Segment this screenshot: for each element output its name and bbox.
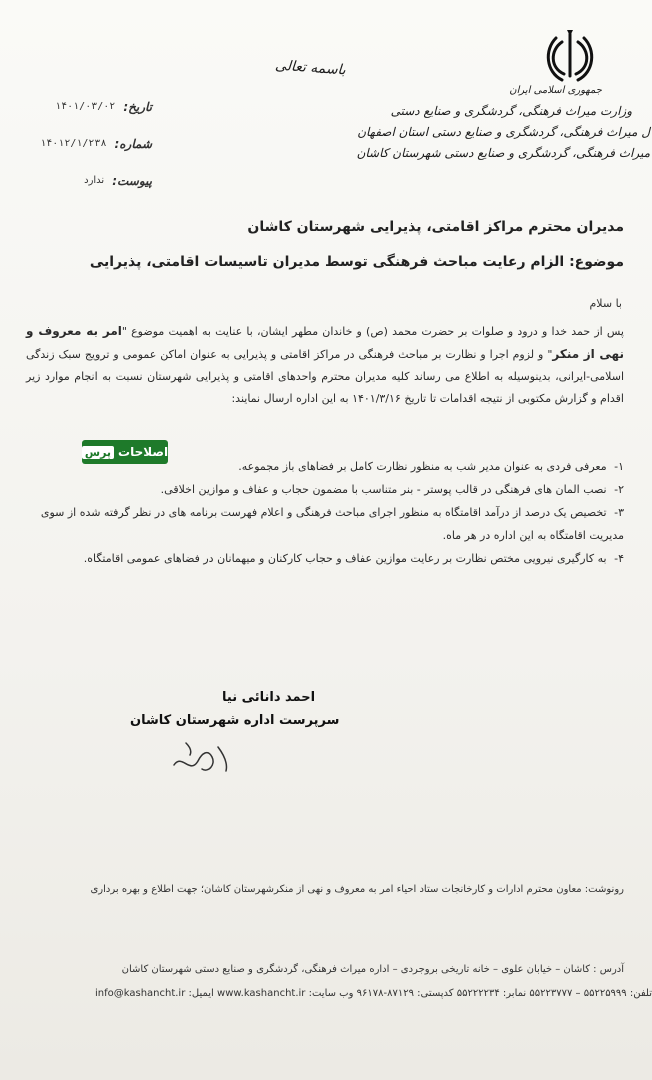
website-link[interactable]: www.kashancht.ir <box>217 988 306 999</box>
attachment-value: ندارد <box>84 175 105 186</box>
fax: نمابر: ۵۵۲۲۲۲۳۴ <box>456 988 527 999</box>
greeting: با سلام <box>589 297 622 310</box>
phone-numbers: ۵۵۲۲۵۹۹۹ – ۵۵۲۲۳۷۷۷ <box>529 988 627 999</box>
item-number: ۴- <box>614 552 624 565</box>
item-text: معرفی فردی به عنوان مدیر شب به منظور نظارت کامل بر فضاهای باز مجموعه. <box>238 460 607 473</box>
contact-line <box>0 984 652 1004</box>
recipient: مدیران محترم مراکز اقامتی، پذیرایی شهرستان کاشان <box>247 219 624 235</box>
item-text: به کارگیری نیرویی مختص نظارت بر رعایت موازین عفاف و حجاب کارکنان و میهمانان در فضاهای عمومی اقامتگاه. <box>83 552 607 565</box>
attachment-label: پیوست: <box>112 173 152 188</box>
list-item <box>26 455 624 478</box>
number-label: شماره: <box>114 136 152 151</box>
letter-meta <box>22 88 152 199</box>
number-row <box>22 125 152 162</box>
subject: موضوع: الزام رعایت مباحث فرهنگی توسط مدیران تاسیسات اقامتی، پذیرایی <box>89 254 624 270</box>
date-value: ۱۴۰۱/۰۳/۰۲ <box>55 101 116 112</box>
address-line: آدرس : کاشان – خیابان علوی – خانه تاریخی بروجردی – اداره میراث فرهنگی، گردشگری و صنایع دستی شهرستان کاشان <box>121 964 624 975</box>
signatory-name: احمد دانائی نیا <box>222 690 316 705</box>
number-value: ۱۴۰۱۲/۱/۲۳۸ <box>40 138 107 149</box>
bismillah: باسمه تعالی <box>274 57 347 79</box>
action-items <box>26 455 624 570</box>
badge-accent: پرس <box>82 446 114 459</box>
org-line: وزارت میراث فرهنگی، گردشگری و صنایع دستی <box>390 104 632 118</box>
date-label: تاریخ: <box>123 99 152 114</box>
org-line: جمهوری اسلامی ایران <box>509 85 602 96</box>
list-item <box>26 547 624 570</box>
iran-emblem-icon <box>540 28 600 88</box>
email-label: ایمیل: <box>188 988 214 999</box>
website-label: وب سایت: <box>308 988 354 999</box>
body-text-part1: پس از حمد خدا و درود و صلوات بر حضرت محمد (ص) و خاندان مطهر ایشان، با عنایت به اهمیت موضوع " <box>121 325 624 338</box>
item-number: ۲- <box>614 483 624 496</box>
organization-header <box>356 80 650 164</box>
signature-scribble-icon <box>168 735 238 780</box>
signatory-title: سرپرست اداره شهرستان کاشان <box>130 713 340 728</box>
body-text-part2: " و لزوم اجرا و نظارت بر مباحث فرهنگی در مراکز اقامتی و پذیرایی به عنوان اماکن عمومی و ترویج سبک زندگی اسلامی-ایرانی، بدینوسیله به اطلاع می رساند کلیه مدیران محترم واحدهای اقامتی و پذیرایی شهرستان نسبت به انجام موارد زیر اقدام و گزارش مکتوبی از نتیجه اقدامات تا تاریخ ۱۴۰۱/۳/۱۶ به این اداره ارسال نمایند: <box>26 348 624 405</box>
badge-text: اصلاحات <box>118 445 169 459</box>
list-item <box>26 478 624 501</box>
body-paragraph <box>26 320 624 410</box>
body-text-bold: امر به معروف و نهی از منکر <box>26 324 624 361</box>
phone-label: تلفن: <box>629 988 652 999</box>
attachment-row <box>22 162 152 199</box>
item-text: نصب المان های فرهنگی در قالب پوستر - بنر متناسب با مضمون حجاب و عفاف و موازین اخلاقی. <box>160 483 607 496</box>
org-line: میراث فرهنگی، گردشگری و صنایع دستی شهرستان کاشان <box>356 146 650 160</box>
postal-code: کدپستی: ۸۷۱۲۹-۹۶۱۷۸ <box>356 988 454 999</box>
date-row <box>22 88 152 125</box>
item-number: ۱- <box>614 460 624 473</box>
item-number: ۳- <box>614 506 624 519</box>
org-line: ل میراث فرهنگی، گردشگری و صنایع دستی استان اصفهان <box>357 125 650 139</box>
carbon-copy: رونوشت: معاون محترم ادارات و کارخانجات ستاد احیاء امر به معروف و نهی از منکرشهرستان کاشان؛ جهت اطلاع و بهره برداری <box>90 884 624 895</box>
list-item <box>26 501 624 547</box>
email-link[interactable]: info@kashancht.ir <box>94 988 186 999</box>
item-text: تخصیص یک درصد از درآمد اقامتگاه به منظور اجرای مباحث فرهنگی و اعلام فهرست برنامه های در نظر گرفته شده از سوی مدیریت اقامتگاه به این اداره در هر ماه. <box>40 506 624 542</box>
